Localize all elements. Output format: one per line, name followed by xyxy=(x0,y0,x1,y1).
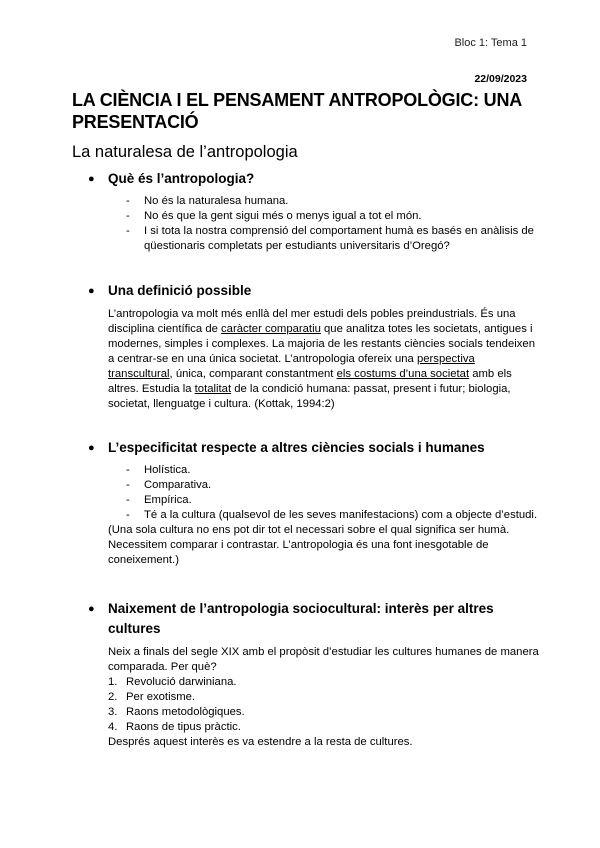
dash-icon: - xyxy=(126,464,130,476)
list-item: - No és que la gent sigui més o menys igual a tot el món. xyxy=(126,210,422,222)
underlined-term: caràcter comparatiu xyxy=(221,323,321,335)
bullet-icon: ● xyxy=(88,442,95,454)
list-item: - I si tota la nostra comprensió del comportament humà es basés en anàlisis de qüestionaris completats per estudiants universitaris d’Oregó? xyxy=(126,225,534,252)
section-heading xyxy=(72,438,542,458)
section-definition xyxy=(72,281,542,412)
list-number: 4. xyxy=(108,721,118,733)
dash-icon: - xyxy=(126,509,130,521)
dash-icon: - xyxy=(126,225,130,237)
bullet-icon: ● xyxy=(88,603,95,615)
list-item: 4. Raons de tipus pràctic. xyxy=(108,721,241,733)
list-number: 3. xyxy=(108,706,118,718)
list-item: - No és la naturalesa humana. xyxy=(126,195,289,207)
dash-icon: - xyxy=(126,210,130,222)
numbered-list xyxy=(72,675,542,735)
list-number: 1. xyxy=(108,676,118,688)
heading-text: Què és l’antropologia? xyxy=(108,171,255,186)
underlined-term: els costums d’una societat xyxy=(336,368,470,380)
dash-list xyxy=(72,194,542,254)
list-item: 3. Raons metodològiques. xyxy=(108,706,245,718)
list-number: 2. xyxy=(108,691,118,703)
outro-paragraph: Després aquest interès es va estendre a la resta de cultures. xyxy=(108,736,413,748)
section-heading xyxy=(72,599,542,639)
list-item: 2. Per exotisme. xyxy=(108,691,196,703)
list-item: 1. Revolució darwiniana. xyxy=(108,676,237,688)
document-title: LA CIÈNCIA I EL PENSAMENT ANTROPOLÒGIC: UNA PRESENTACIÓ xyxy=(72,90,522,132)
bullet-icon: ● xyxy=(88,173,95,185)
heading-text: Una definició possible xyxy=(108,283,252,298)
dash-icon: - xyxy=(126,195,130,207)
heading-text: Naixement de l’antropologia sociocultural: interès per altres cultures xyxy=(108,601,494,636)
list-item: - Té a la cultura (qualsevol de les seves manifestacions) com a objecte d’estudi. xyxy=(126,509,538,521)
dash-icon: - xyxy=(126,494,130,506)
list-item: - Empírica. xyxy=(126,494,192,506)
heading-text: L’especificitat respecte a altres ciències socials i humanes xyxy=(108,440,485,455)
bullet-icon: ● xyxy=(88,285,95,297)
dash-list xyxy=(72,463,542,523)
page-header: Bloc 1: Tema 1 xyxy=(454,37,527,49)
section-specificity xyxy=(72,438,542,568)
intro-paragraph: Neix a finals del segle XIX amb el propòsit d’estudiar les cultures humanes de manera comparada. Per què? xyxy=(108,646,539,673)
section-birth xyxy=(72,599,542,750)
section-subtitle: La naturalesa de l’antropologia xyxy=(72,143,298,161)
underlined-term: totalitat xyxy=(194,383,232,395)
definition-paragraph: L’antropologia va molt més enllà del mer estudi dels pobles preindustrials. És una disciplina científica de caràcter comparatiu que analitza totes les societats, antigues i modernes, simples i complexes. La majoria de les restants ciències socials tendeixen a centrar-se en una única societat. L’antropologia ofereix una perspectiva transcultural, única, comparant constantment els costums d’una societat amb els altres. Estudia la totalitat de la condició humana: passat, present i futur; biologia, societat, llenguatge i cultura. (Kottak, 1994:2) xyxy=(108,308,535,410)
list-item: - Holística. xyxy=(126,464,191,476)
section-what-is xyxy=(72,169,542,254)
underlined-term: perspectiva transcultural xyxy=(108,353,475,380)
list-item: - Comparativa. xyxy=(126,479,212,491)
document-date: 22/09/2023 xyxy=(474,73,527,85)
note-paragraph: (Una sola cultura no ens pot dir tot el necessari sobre el qual significa ser humà. Necessitem comparar i contrastar. L’antropologia és una font inesgotable de coneixement.) xyxy=(108,524,510,566)
section-heading xyxy=(72,281,542,301)
dash-icon: - xyxy=(126,479,130,491)
section-heading xyxy=(72,169,542,189)
